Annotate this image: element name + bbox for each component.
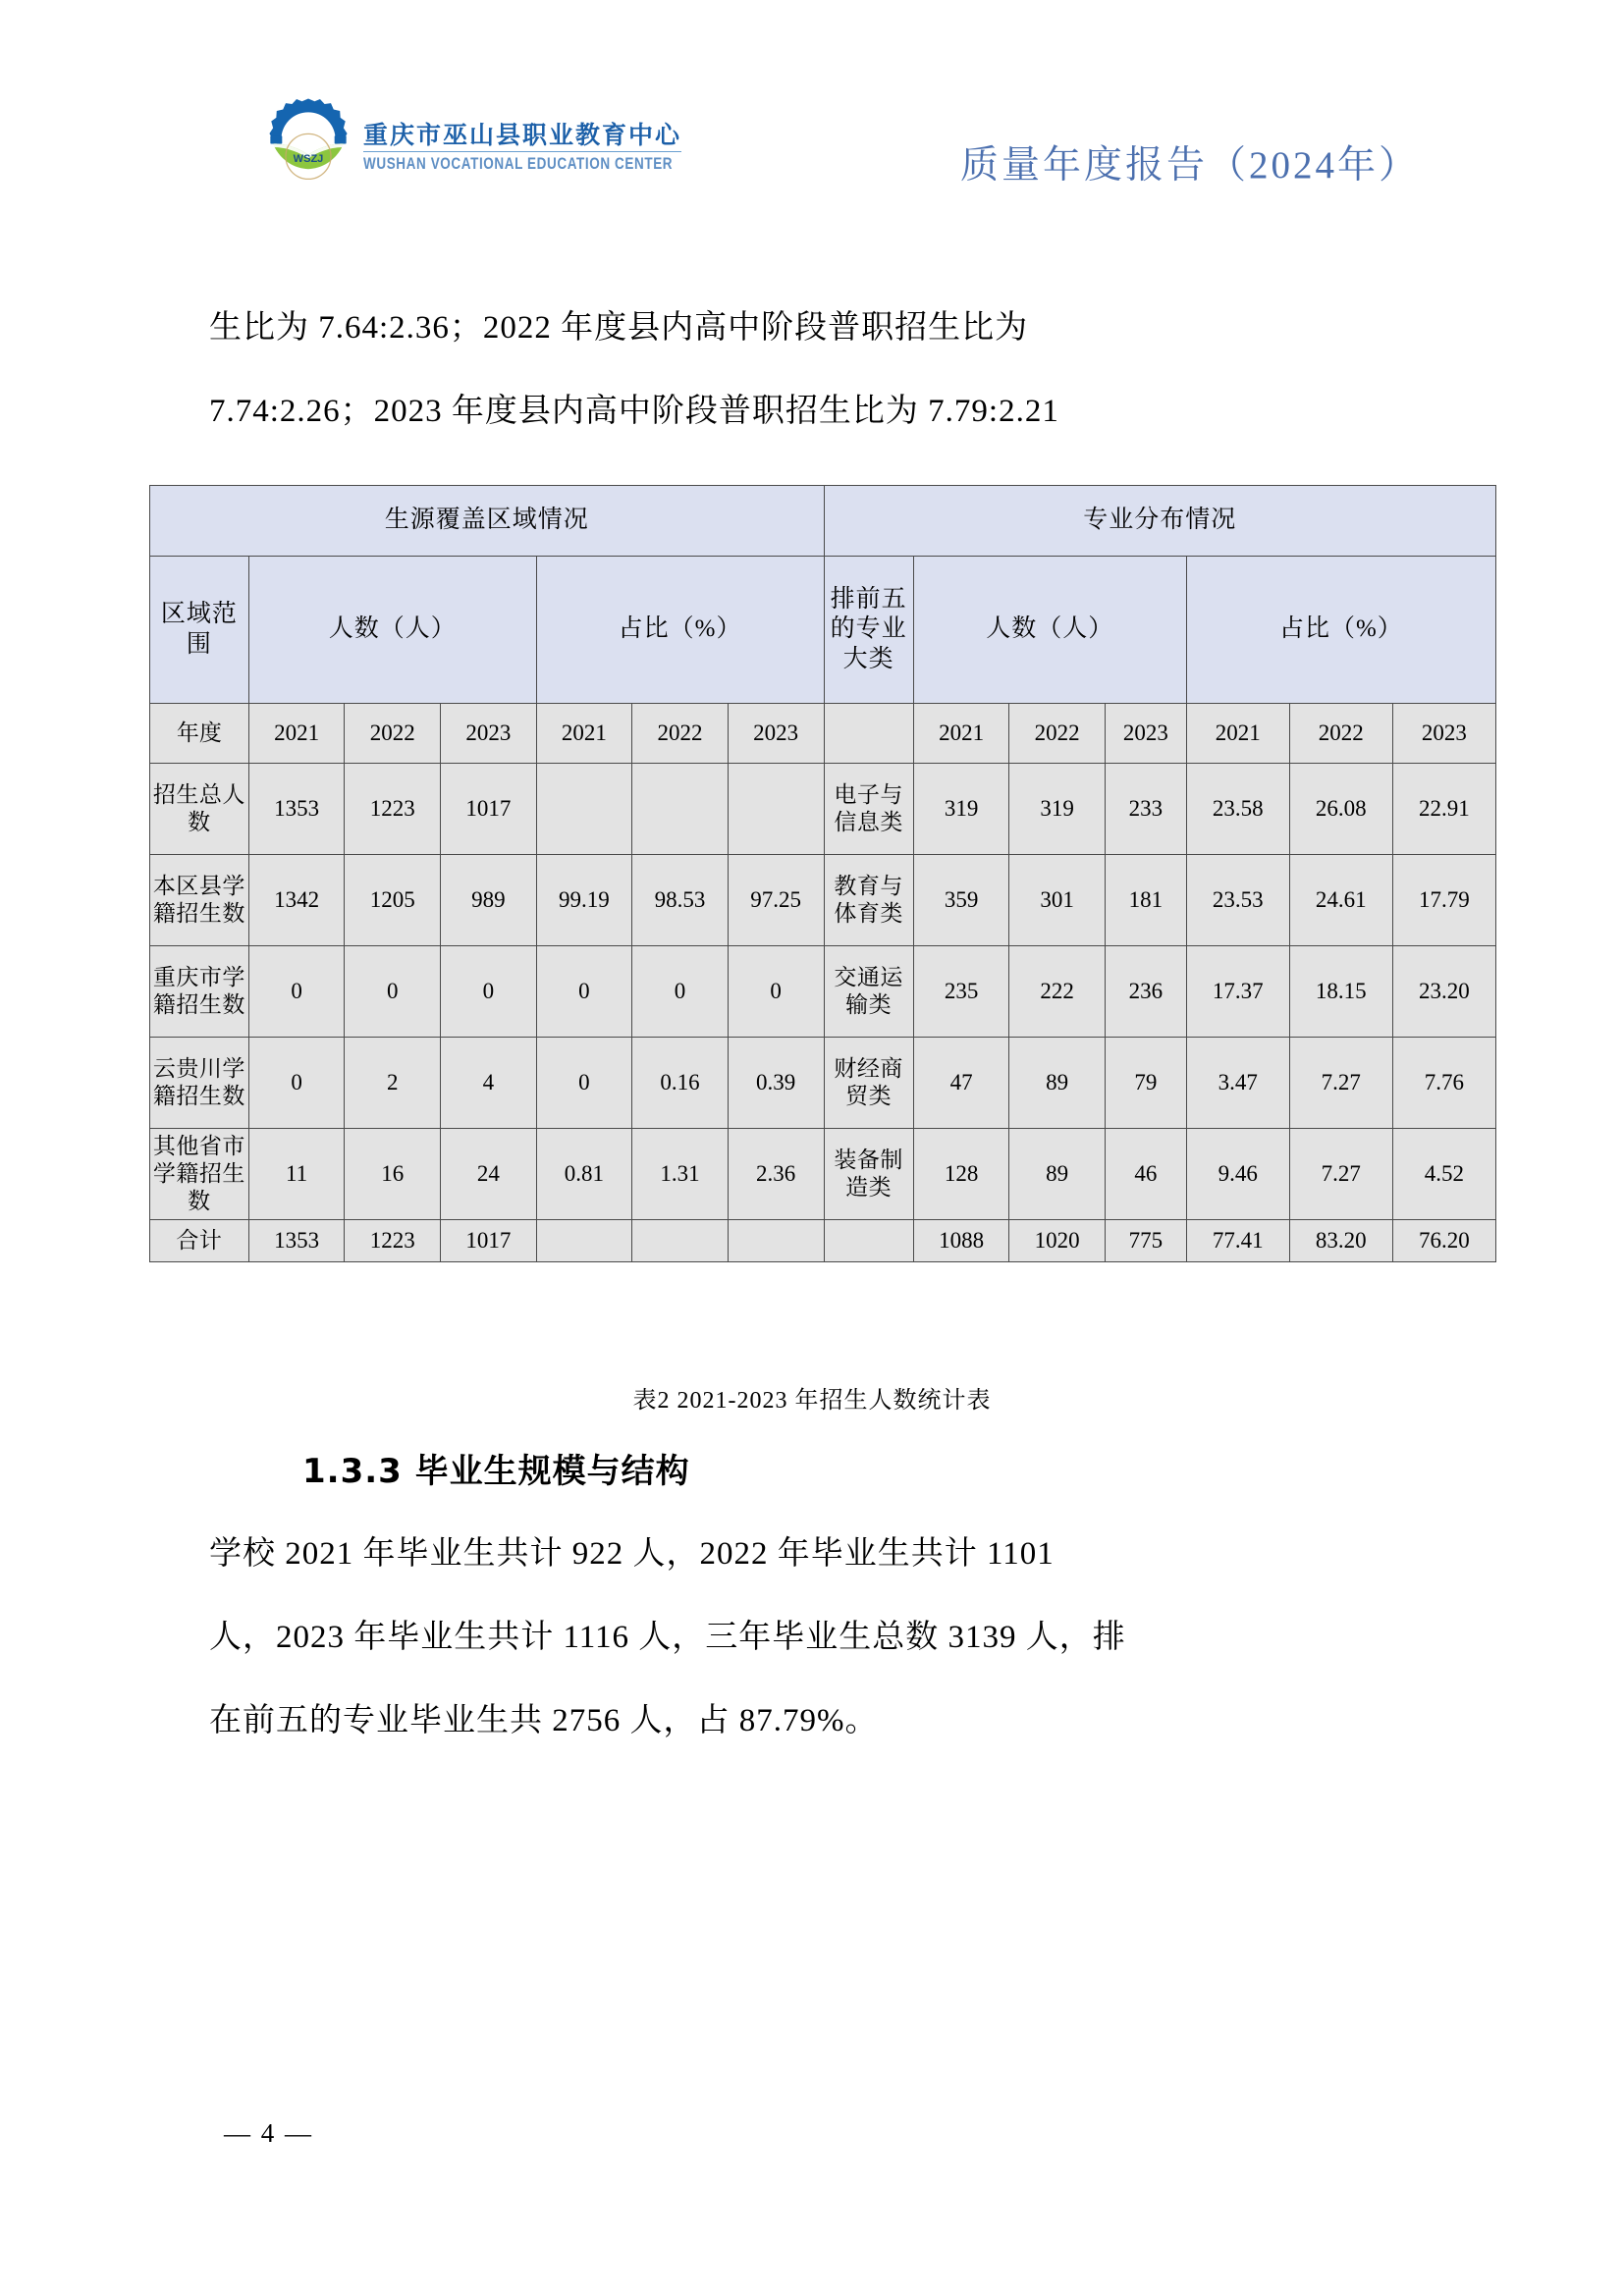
row-region-ratio-2021 — [536, 764, 632, 855]
row-region-ratio-2022: 1.31 — [632, 1129, 729, 1220]
logo-divider — [363, 151, 681, 152]
row-region-label: 云贵川学籍招生数 — [150, 1038, 249, 1129]
row-region-ratio-2023: 97.25 — [728, 855, 824, 946]
row-region-count-2023: 989 — [441, 855, 537, 946]
table-row — [150, 1038, 1496, 1129]
row-major-label: 教育与体育类 — [824, 855, 913, 946]
row-region-count-2023: 0 — [441, 946, 537, 1038]
table-subheader-row — [150, 557, 1496, 704]
gear-book-logo-icon — [263, 93, 353, 184]
row-region-ratio-2022: 0 — [632, 946, 729, 1038]
subheader-ratio-left: 占比（%） — [536, 557, 824, 704]
table-year-row — [150, 704, 1496, 764]
row-major-count-2022: 89 — [1009, 1038, 1106, 1129]
row-major-ratio-2023: 22.91 — [1392, 764, 1495, 855]
row-major-ratio-2021: 23.53 — [1186, 855, 1289, 946]
total-major-count-2023: 775 — [1105, 1220, 1186, 1262]
total-region-count-2021: 1353 — [248, 1220, 345, 1262]
table-row — [150, 1129, 1496, 1220]
row-region-ratio-2023: 0 — [728, 946, 824, 1038]
row-major-ratio-2022: 7.27 — [1289, 1038, 1392, 1129]
paragraph-line-2: 人，2023 年毕业生共计 1116 人，三年毕业生总数 3139 人，排 — [209, 1620, 1126, 1655]
row-major-ratio-2023: 17.79 — [1392, 855, 1495, 946]
total-major-count-2022: 1020 — [1009, 1220, 1106, 1262]
row-region-count-2023: 4 — [441, 1038, 537, 1129]
year-col-8: 2022 — [1009, 704, 1106, 764]
row-region-ratio-2021: 0.81 — [536, 1129, 632, 1220]
year-col-4: 2022 — [632, 704, 729, 764]
intro-line-1: 生比为 7.64:2.36；2022 年度县内高中阶段普职招生比为 — [209, 310, 1029, 346]
row-region-count-2022: 1205 — [345, 855, 441, 946]
row-region-ratio-2022: 98.53 — [632, 855, 729, 946]
row-major-count-2021: 235 — [913, 946, 1009, 1038]
row-major-ratio-2022: 26.08 — [1289, 764, 1392, 855]
row-major-count-2021: 47 — [913, 1038, 1009, 1129]
logo-monogram: WSZJ — [293, 152, 324, 165]
row-region-count-2021: 11 — [248, 1129, 345, 1220]
paragraph-line-1: 学校 2021 年毕业生共计 922 人，2022 年毕业生共计 1101 — [209, 1536, 1055, 1572]
row-region-count-2021: 0 — [248, 1038, 345, 1129]
year-col-9: 2023 — [1105, 704, 1186, 764]
row-major-label: 装备制造类 — [824, 1129, 913, 1220]
row-major-count-2021: 359 — [913, 855, 1009, 946]
year-col-7: 2021 — [913, 704, 1009, 764]
total-region-ratio-2023 — [728, 1220, 824, 1262]
row-region-ratio-2021: 99.19 — [536, 855, 632, 946]
row-major-count-2023: 79 — [1105, 1038, 1186, 1129]
table-row — [150, 946, 1496, 1038]
row-region-label: 其他省市学籍招生数 — [150, 1129, 249, 1220]
year-col-11: 2022 — [1289, 704, 1392, 764]
row-region-count-2022: 16 — [345, 1129, 441, 1220]
row-region-count-2022: 2 — [345, 1038, 441, 1129]
row-region-count-2021: 0 — [248, 946, 345, 1038]
row-region-ratio-2023 — [728, 764, 824, 855]
row-region-ratio-2021: 0 — [536, 1038, 632, 1129]
row-major-count-2023: 46 — [1105, 1129, 1186, 1220]
report-title: 质量年度报告（2024年） — [959, 144, 1420, 187]
row-major-count-2021: 319 — [913, 764, 1009, 855]
row-major-count-2023: 236 — [1105, 946, 1186, 1038]
year-col-3: 2021 — [536, 704, 632, 764]
enrollment-table-wrapper — [149, 485, 1496, 1262]
total-major-ratio-2022: 83.20 — [1289, 1220, 1392, 1262]
paragraph-line-3: 在前五的专业毕业生共 2756 人，占 87.79%。 — [209, 1703, 879, 1738]
row-major-label: 财经商贸类 — [824, 1038, 913, 1129]
row-major-ratio-2022: 24.61 — [1289, 855, 1392, 946]
year-row-label: 年度 — [150, 704, 249, 764]
logo-wordmark — [363, 108, 682, 173]
row-major-count-2023: 181 — [1105, 855, 1186, 946]
group-header-left: 生源覆盖区域情况 — [150, 486, 825, 557]
subheader-count-left: 人数（人） — [248, 557, 536, 704]
table-row — [150, 764, 1496, 855]
row-region-ratio-2022: 0.16 — [632, 1038, 729, 1129]
total-region-count-2023: 1017 — [441, 1220, 537, 1262]
row-region-count-2023: 1017 — [441, 764, 537, 855]
row-major-ratio-2022: 18.15 — [1289, 946, 1392, 1038]
row-major-count-2021: 128 — [913, 1129, 1009, 1220]
year-col-2: 2023 — [441, 704, 537, 764]
row-region-ratio-2023: 2.36 — [728, 1129, 824, 1220]
total-region-ratio-2022 — [632, 1220, 729, 1262]
row-major-ratio-2023: 23.20 — [1392, 946, 1495, 1038]
table-caption: 表2 2021-2023 年招生人数统计表 — [632, 1388, 992, 1414]
subheader-count-right: 人数（人） — [913, 557, 1186, 704]
total-major-label — [824, 1220, 913, 1262]
page-number: — 4 — — [224, 2118, 313, 2148]
row-major-label: 电子与信息类 — [824, 764, 913, 855]
subheader-ratio-right: 占比（%） — [1186, 557, 1495, 704]
row-major-count-2022: 222 — [1009, 946, 1106, 1038]
section-heading: 1.3.3 毕业生规模与结构 — [302, 1452, 690, 1491]
row-region-count-2023: 24 — [441, 1129, 537, 1220]
row-region-ratio-2023: 0.39 — [728, 1038, 824, 1129]
row-major-ratio-2021: 9.46 — [1186, 1129, 1289, 1220]
row-region-count-2022: 1223 — [345, 764, 441, 855]
logo-en-name: WUSHAN VOCATIONAL EDUCATION CENTER — [363, 153, 674, 173]
row-region-count-2021: 1342 — [248, 855, 345, 946]
enrollment-statistics-table — [149, 485, 1496, 1262]
intro-line-2: 7.74:2.26；2023 年度县内高中阶段普职招生比为 7.79:2.21 — [209, 394, 1059, 429]
row-region-label: 招生总人数 — [150, 764, 249, 855]
total-label: 合计 — [150, 1220, 249, 1262]
subheader-top-majors: 排前五的专业大类 — [824, 557, 913, 704]
row-region-count-2022: 0 — [345, 946, 441, 1038]
row-major-count-2022: 301 — [1009, 855, 1106, 946]
total-major-count-2021: 1088 — [913, 1220, 1009, 1262]
row-region-label: 重庆市学籍招生数 — [150, 946, 249, 1038]
row-region-ratio-2021: 0 — [536, 946, 632, 1038]
table-group-header-row — [150, 486, 1496, 557]
row-major-ratio-2021: 23.58 — [1186, 764, 1289, 855]
logo-cn-name: 重庆市巫山县职业教育中心 — [363, 121, 682, 150]
row-major-ratio-2022: 7.27 — [1289, 1129, 1392, 1220]
row-major-ratio-2023: 4.52 — [1392, 1129, 1495, 1220]
page-header — [0, 93, 1624, 206]
total-major-ratio-2023: 76.20 — [1392, 1220, 1495, 1262]
year-col-blank — [824, 704, 913, 764]
school-logo — [263, 93, 681, 184]
row-major-ratio-2021: 17.37 — [1186, 946, 1289, 1038]
year-col-10: 2021 — [1186, 704, 1289, 764]
total-region-ratio-2021 — [536, 1220, 632, 1262]
subheader-region-scope: 区域范围 — [150, 557, 249, 704]
table-row — [150, 855, 1496, 946]
row-major-ratio-2023: 7.76 — [1392, 1038, 1495, 1129]
year-col-1: 2022 — [345, 704, 441, 764]
total-region-count-2022: 1223 — [345, 1220, 441, 1262]
row-region-label: 本区县学籍招生数 — [150, 855, 249, 946]
year-col-0: 2021 — [248, 704, 345, 764]
row-major-label: 交通运输类 — [824, 946, 913, 1038]
total-major-ratio-2021: 77.41 — [1186, 1220, 1289, 1262]
row-major-count-2023: 233 — [1105, 764, 1186, 855]
row-major-ratio-2021: 3.47 — [1186, 1038, 1289, 1129]
year-col-5: 2023 — [728, 704, 824, 764]
row-major-count-2022: 319 — [1009, 764, 1106, 855]
group-header-right: 专业分布情况 — [824, 486, 1495, 557]
row-region-count-2021: 1353 — [248, 764, 345, 855]
row-major-count-2022: 89 — [1009, 1129, 1106, 1220]
year-col-12: 2023 — [1392, 704, 1495, 764]
table-total-row — [150, 1220, 1496, 1262]
row-region-ratio-2022 — [632, 764, 729, 855]
